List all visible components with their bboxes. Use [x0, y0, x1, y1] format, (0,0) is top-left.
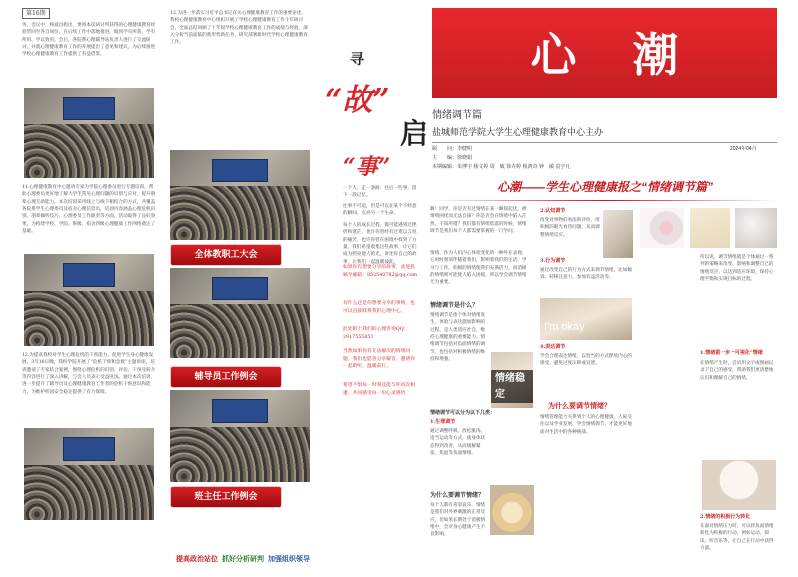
- col5-heading-1: 2.认知调节: [540, 208, 566, 214]
- col4-paragraph-1: 嗨！同学，你是否有过情绪在某一瞬间起伏，被情绪困扰而无法自拔？你是否会在情绪中陷入茫然，不知所措？我们都有情绪低落的时候，情绪调节是我们每个人都需要掌握的一门学问。: [430, 207, 527, 235]
- col3-red-3: 此处附上我们的心理咨询QQ：2917555851: [343, 327, 409, 340]
- caption-counselor-meeting: 辅导员工作例会: [170, 366, 282, 388]
- okay-photo: [540, 298, 632, 340]
- col1-paragraph-2: 11.心理健康教育中心邀请专家为学院心理委员进行专题培训，帮助心理委员更好地了解大学生常见心理问题的识别与应对，提升朋辈心理互助能力。本次培训采用线上与线下相结合的方式，共覆盖各院系学生心理委员及宿舍心理信息员，培训内容涵盖心理危机识别、朋辈倾听技巧、心理委员工作职责等方面，活动取得了良好效果，为构建学校、学院、班级、宿舍四级心理健康工作网络奠定了基础。: [22, 185, 156, 235]
- col6-heading-2: 2.情绪的积极行为转化: [700, 514, 751, 520]
- counselor-meeting-photo: [170, 268, 310, 358]
- sign-photo: [603, 210, 633, 258]
- col4-paragraph-3: 情绪调节是指个体对情绪发生、体验与表达施加影响的过程，是人类适应社会、维持心理健康的重要能力。情绪调节包括对负面情绪的调节，也包括对积极情绪的维持和增强。: [430, 313, 486, 363]
- col4-paragraph-5: 每个人都有喜怒哀乐，情绪是我们对外界刺激的正常反应，但如果长期处于消极情绪中，会对身心健康产生不良影响。: [430, 503, 486, 538]
- col1-paragraph-1: 务。会议中，杨爱昌指出，要将本次研讨所获得的心理健康教育经验带回至各自岗位，在后续工作中落地推进，做到学有所获、学有所用、学以致用。会后，各院系心理辅导站负责人进行了交流研讨，并就心理健康教育工作的开展提出了意见和建议，为后续推进学校心理健康教育工作提供了有益借鉴。: [22, 23, 156, 58]
- label-emotion-stable: 情绪稳定: [491, 370, 533, 403]
- section-banner: 心潮——学生心理健康报之“情绪调节篇”: [496, 180, 713, 194]
- label-im-okay: I'm okay: [544, 320, 585, 333]
- staff-meeting-photo: [170, 150, 310, 240]
- caption-teacher-meeting: 班主任工作例会: [170, 486, 282, 508]
- title-xun: 寻: [350, 52, 364, 68]
- title-gu: “故”: [325, 83, 390, 118]
- masthead-banner: [432, 8, 777, 98]
- col5-heading-2: 3.行为调节: [540, 258, 566, 264]
- masthead-title: 心潮: [530, 28, 735, 82]
- caption-staff-meeting: 全体教职工大会: [170, 244, 282, 266]
- slogan-tag-2: 抓好分析研判: [222, 556, 264, 563]
- meta-editor-in-chief: 主 编：徐晓娟: [432, 155, 473, 161]
- col4-paragraph-4: 通过调整呼吸、放松肌肉、适当运动等方式，使身体状态得到改善，从而缓解紧张、焦虑等负面情绪。: [430, 429, 486, 457]
- drop-photo: [735, 208, 777, 248]
- note-photo: [690, 208, 730, 248]
- teacher-meeting-photo: [170, 390, 310, 482]
- col1-paragraph-3: 12.为提高我校对学生心理危机的干预能力，促进学生身心健康发展，3月16日晚，我校学院开展了“危机干预和急救”主题讲座，培训邀请了专家结合案例，围绕心理危机的识别、评估、干预及转介等内容进行了深入讲解，与会人员表示受益匪浅。通过本次培训，进一步提升了辅导员及心理健康教育工作者的危机干预意识和能力，为维护校园安全稳定提供了有力保障。: [22, 353, 156, 395]
- col6-paragraph-3: 在面对情绪压力时，可以将负面情绪转化为积极的行动，例如运动、阅读、听音乐等，让自己在行动中获得力量。: [700, 524, 774, 552]
- title-qi: 启: [400, 117, 429, 150]
- col6-paragraph-1: 所以说，调节情绪就是个体通过一系列的策略来改变、影响和调整自己的情绪反应，以达到适应环境、保持心理平衡和实现目标的过程。: [700, 255, 774, 283]
- masthead-subtitle: 情绪调节篇: [432, 110, 482, 121]
- col3-paragraph-2: 往事不可追，但是可以在某个不经意的瞬间，点亮另一个生命。: [343, 204, 417, 217]
- col6-paragraph-2: 在情绪产生时，尝试用文字或图画记录下自己的感受，帮助我们更清楚地认识和理解自己的情绪。: [700, 361, 774, 381]
- banner-underline: [430, 200, 780, 201]
- masthead-rule: [432, 142, 777, 143]
- title-shi: “事”: [343, 154, 391, 180]
- issue-date: 2024年04月: [730, 146, 757, 152]
- pillow-photo: [702, 460, 776, 510]
- meeting-photo-1: [24, 88, 154, 178]
- meeting-photo-2: [24, 254, 154, 346]
- col3-paragraph-3: 每个人的成长过程，都可能遇到过挫折和迷茫，也许你曾经有过难以言说的痛苦，也许你曾在困境中找到了力量。我们希望收集这些故事，让它们成为照亮他人的光，讲述你自己的故事，让我们一起温暖彼此。: [343, 223, 417, 265]
- col5-heading-3: 4.表达调节: [540, 344, 566, 350]
- meta-editors: 本期编辑：朱博宇 杨文婷 周 敏 徐卉婷 杨鸿奇 钟 敏 袁宇凡: [432, 164, 571, 170]
- col5-paragraph-1: 改变对事物的看法和评价，用积极的眼光看待问题，从而调整情绪反应。: [540, 218, 600, 238]
- col3-paragraph-1: 一个人，走一条路；往后一些事，留下一段记忆。: [343, 186, 417, 199]
- masthead-organizer: 盐城师范学院大学生心理健康教育中心主办: [432, 127, 604, 137]
- col4-question-1: 情绪调节是什么？: [430, 303, 479, 309]
- col4-paragraph-2: 情绪，作为人们内心体验变化的一种外在表现，它时时刻刻伴随着我们，影响着我们的生活、学习与工作。积极的情绪使我们充满活力，而消极的情绪则可能使人陷入困境，所以学会调节情绪尤为重要。: [430, 251, 527, 286]
- meta-advisor: 顾 问：李健明: [432, 146, 473, 152]
- col2-paragraph-1: 13.为进一步落实习近平总书记有关心理健康教育工作的重要论述，我校心理健康教育中心组织开展了学校心理健康教育工作十年研讨会，全面总结回顾了十年间学校心理健康教育工作的成绩与经验，深入分析当前面临的新形势新任务，研究部署新时代学校心理健康教育工作。: [170, 11, 308, 46]
- col5-question: 为什么要调节情绪？: [548, 403, 611, 410]
- dog-photo: [490, 485, 534, 535]
- col4-list-item-1: 1.生理调节: [430, 419, 456, 425]
- col3-red-2: 有什么还是你想要分享的事情，也可以直接联系我们心理中心。: [343, 301, 415, 314]
- cat-photo: [491, 352, 533, 408]
- col3-red-1: 如果你有想要分享的故事，欢迎投稿至邮箱：852540782@qq.com: [343, 265, 418, 278]
- slogan-tag-3: 加强组织领导: [268, 556, 310, 563]
- col3-red-4: 当然如果你有无法解决的情绪问题，我们也愿意分享解答，邀请你一起聆听，温暖前行。: [343, 349, 415, 370]
- col5-paragraph-2: 通过改变自己的行为方式来调节情绪，比如倾诉、转移注意力、参加有益活动等。: [540, 268, 632, 281]
- col5-paragraph-3: 学会合理表达情绪，以恰当的方式释放内心的感受，避免过度压抑或宣泄。: [540, 354, 632, 367]
- slogan-tags: [176, 555, 316, 566]
- meeting-photo-3: [24, 428, 154, 520]
- slogan-tag-1: 提高政治站位: [176, 556, 218, 563]
- col3-red-5: 希望不惧每一时刻还能与你再次相逢，共同感受每一份心灵感悟: [343, 383, 415, 396]
- col5-paragraph-4: 情绪管理能力关系到个人的心理健康、人际交往以及学业发展，学会情绪调节，才能更好地面对生活中的各种挑战。: [540, 415, 632, 435]
- col4-question-2: 为什么要调节情绪？: [430, 493, 485, 499]
- flower-photo: [640, 208, 684, 248]
- col4-list-heading: 情绪调节可以分为以下几类：: [430, 410, 496, 416]
- issue-number: 第16期: [22, 8, 50, 19]
- col6-heading-1: 1.情绪第一步 “可视化”情绪: [700, 350, 763, 356]
